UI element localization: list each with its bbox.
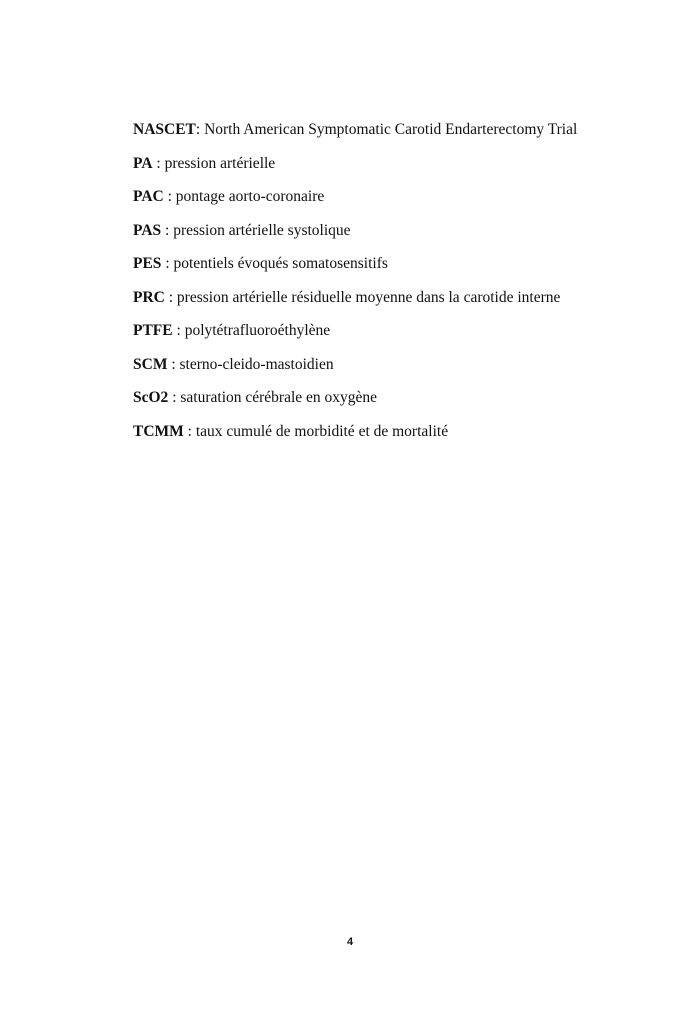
- abbreviation-term: PA: [133, 154, 153, 172]
- abbreviation-separator: :: [163, 188, 176, 205]
- abbreviation-separator: :: [161, 255, 174, 272]
- abbreviation-term: ScO2: [133, 389, 169, 406]
- abbreviation-entry-ptfe: [133, 319, 673, 353]
- abbreviation-definition: sterno-cleido-mastoidien: [179, 355, 334, 373]
- abbreviation-definition: polytétrafluoroéthylène: [184, 322, 331, 339]
- abbreviation-term: PAS: [133, 221, 162, 239]
- abbreviation-definition: North American Symptomatic Carotid Endarterectomy Trial: [204, 121, 578, 138]
- abbreviation-definition: saturation cérébrale en oxygène: [180, 389, 378, 406]
- abbreviation-entry-sco2: [133, 386, 673, 420]
- abbreviation-entry-nascet: [133, 118, 673, 152]
- abbreviation-separator: :: [168, 389, 181, 406]
- abbreviation-separator: :: [172, 322, 185, 339]
- abbreviation-term: TCMM: [133, 422, 184, 440]
- abbreviation-definition: pression artérielle: [164, 154, 276, 172]
- abbreviation-separator: :: [167, 355, 180, 373]
- abbreviation-entry-pas: [133, 219, 673, 253]
- abbreviation-term: PRC: [133, 288, 165, 306]
- abbreviation-term: SCM: [133, 355, 168, 373]
- abbreviation-definition: pression artérielle systolique: [173, 221, 351, 239]
- abbreviation-entry-prc: [133, 286, 673, 320]
- abbreviation-term: NASCET: [133, 121, 196, 138]
- abbreviation-definition: pontage aorto-coronaire: [175, 188, 325, 205]
- abbreviation-definition: potentiels évoqués somatosensitifs: [173, 255, 388, 272]
- abbreviation-separator: :: [164, 288, 177, 306]
- abbreviation-definition: taux cumulé de morbidité et de mortalité: [195, 422, 449, 440]
- abbreviation-term: PTFE: [133, 322, 173, 339]
- abbreviation-entry-tcmm: [133, 420, 673, 454]
- abbreviation-term: PES: [133, 255, 162, 272]
- abbreviation-separator: :: [195, 121, 205, 138]
- abbreviation-entry-pac: [133, 185, 673, 219]
- abbreviation-entry-scm: [133, 353, 673, 387]
- abbreviation-term: PAC: [133, 188, 164, 205]
- abbreviation-separator: :: [152, 154, 165, 172]
- abbreviation-list: [133, 118, 673, 453]
- abbreviation-definition: pression artérielle résiduelle moyenne dans la carotide interne: [176, 288, 561, 306]
- abbreviation-entry-pa: [133, 152, 673, 186]
- abbreviation-entry-pes: [133, 252, 673, 286]
- page-number: 4: [346, 936, 354, 948]
- abbreviation-separator: :: [161, 221, 174, 239]
- abbreviation-separator: :: [183, 422, 196, 440]
